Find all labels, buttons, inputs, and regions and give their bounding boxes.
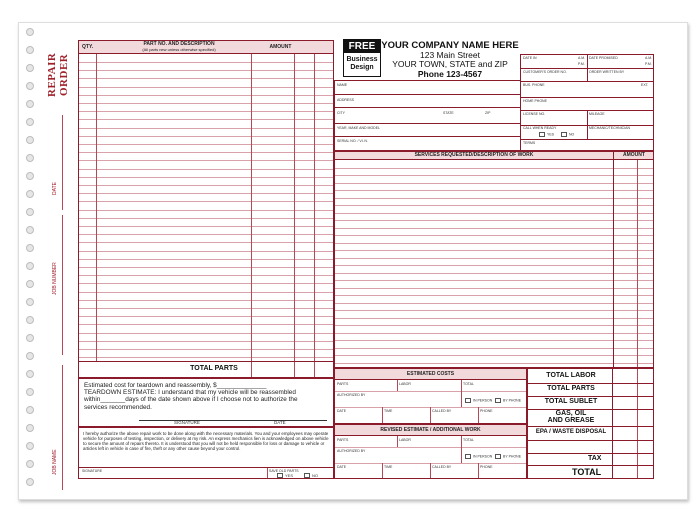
save-old-parts-yes-checkbox[interactable]: [277, 473, 283, 478]
binder-hole: [26, 118, 34, 126]
save-old-parts-label: SAVE OLD PARTS: [269, 469, 299, 473]
rev-in-person-label: IN PERSON: [473, 454, 493, 459]
table-row[interactable]: [335, 235, 653, 236]
order-written-by-label: ORDER WRITTEN BY: [589, 70, 625, 74]
binder-hole: [26, 460, 34, 468]
table-row[interactable]: [335, 213, 653, 214]
est-in-person-label: IN PERSON: [473, 398, 493, 403]
est-in-person[interactable]: [465, 398, 492, 403]
company-logo: [343, 39, 381, 77]
binder-hole: [26, 208, 34, 216]
save-old-parts-no-label: NO: [312, 472, 318, 478]
est-time-label: TIME: [384, 409, 393, 413]
rev-authorized-by-label: AUTHORIZED BY: [337, 449, 366, 453]
customer-info-box: [334, 80, 520, 151]
date-line: [62, 115, 63, 210]
job-number-line: [62, 215, 63, 355]
teardown-date-label: DATE: [274, 420, 286, 425]
binder-hole: [26, 298, 34, 306]
ext-label: EXT.: [641, 83, 649, 87]
binder-hole: [26, 352, 34, 360]
binder-hole: [26, 244, 34, 252]
save-old-parts-no[interactable]: [304, 473, 318, 478]
binder-hole: [26, 478, 34, 486]
table-row[interactable]: [335, 340, 653, 341]
date-in-label: DATE IN: [523, 56, 537, 60]
mechanic-label: MECHANIC/TECHNICIAN: [589, 126, 631, 130]
binder-hole: [26, 82, 34, 90]
rev-total-label: TOTAL: [463, 438, 474, 442]
table-row[interactable]: [335, 355, 653, 356]
epa-waste-label: EPA / WASTE DISPOSAL: [535, 429, 607, 435]
total-labor-label: TOTAL LABOR: [546, 372, 596, 379]
total-parts-summary-label: TOTAL PARTS: [547, 385, 595, 392]
total-parts-label: TOTAL PARTS: [190, 365, 238, 372]
rev-by-phone-checkbox[interactable]: [495, 454, 501, 459]
rev-date-label: DATE: [337, 465, 347, 469]
est-parts-label: PARTS: [337, 382, 349, 386]
bus-phone-label: BUS. PHONE: [523, 83, 545, 87]
rev-called-by-label: CALLED BY: [432, 465, 452, 469]
mileage-label: MILEAGE: [589, 112, 605, 116]
binder-hole: [26, 190, 34, 198]
call-no[interactable]: [561, 132, 574, 137]
customer-name-label: NAME: [337, 83, 348, 87]
est-date-label: DATE: [337, 409, 347, 413]
home-phone-label: HOME PHONE: [523, 99, 547, 103]
binder-hole: [26, 406, 34, 414]
estimated-costs-header: ESTIMATED COSTS: [335, 369, 526, 380]
date-in-am: A.M.: [578, 56, 586, 60]
est-total-label: TOTAL: [463, 382, 474, 386]
rev-in-person[interactable]: [465, 454, 492, 459]
binder-hole: [26, 28, 34, 36]
table-row[interactable]: [335, 258, 653, 259]
table-row[interactable]: [335, 310, 653, 311]
terms-label: TERMS: [523, 141, 536, 145]
total-parts-row: [79, 361, 333, 377]
date-promised-pm: P.M.: [645, 62, 652, 66]
table-row[interactable]: [335, 363, 653, 364]
qty-divider: [96, 54, 97, 361]
company-city: YOUR TOWN, STATE and ZIP: [392, 59, 508, 69]
teardown-line4: services recommended.: [84, 403, 152, 411]
year-make-model-label: YEAR, MAKE AND MODEL: [337, 126, 380, 130]
call-yes-label: YES: [547, 132, 555, 137]
table-row[interactable]: [335, 303, 653, 304]
gas-oil-line2: AND GREASE: [547, 417, 595, 424]
table-row[interactable]: [335, 273, 653, 274]
save-old-parts-no-checkbox[interactable]: [304, 473, 310, 478]
license-no-label: LICENSE NO.: [523, 112, 546, 116]
table-row[interactable]: [335, 243, 653, 244]
company-name: YOUR COMPANY NAME HERE: [381, 40, 519, 51]
binder-hole: [26, 172, 34, 180]
authorization-text: I hereby authorize the above repair work to be done along with the necessary materials. You and your employees may operate vehicle for purposes of testing, inspection, or delivery at my risk. An express mechanics lien is acknowledged on above vehicle to secure the amount of repairs thereto. It is understood that you will not be held responsible for loss or damage to vehicle or articles left in vehicle in case of fire, theft or any other cause beyond your control.: [83, 431, 329, 452]
tax-label: TAX: [588, 455, 602, 462]
logo-design: Design: [350, 64, 374, 71]
customer-city-label: CITY: [337, 111, 345, 115]
grand-total-label: TOTAL: [572, 467, 602, 477]
services-rows: [335, 160, 653, 367]
customer-zip-label: ZIP: [485, 111, 491, 115]
date-in-pm: P.M.: [578, 62, 585, 66]
table-row[interactable]: [335, 295, 653, 296]
call-no-label: NO: [569, 132, 575, 137]
table-row[interactable]: [335, 250, 653, 251]
binder-hole: [26, 424, 34, 432]
services-amount-divider: [613, 152, 614, 367]
call-when-ready-label: CALL WHEN READY: [523, 126, 557, 130]
table-row[interactable]: [335, 220, 653, 221]
est-by-phone-label: BY PHONE: [503, 398, 522, 403]
totals-box: [527, 368, 654, 479]
binder-hole: [26, 154, 34, 162]
binder-hole: [26, 136, 34, 144]
table-row[interactable]: [335, 205, 653, 206]
rev-phone-label: PHONE: [480, 465, 493, 469]
teardown-signature-line[interactable]: [139, 420, 327, 421]
order-info-box: [520, 54, 654, 151]
table-row[interactable]: [335, 288, 653, 289]
binder-holes: [24, 28, 38, 498]
auth-divider: [79, 467, 333, 468]
cents-divider: [294, 54, 295, 377]
amount-header: AMOUNT: [269, 44, 292, 50]
services-table: [334, 151, 654, 368]
table-row[interactable]: [335, 265, 653, 266]
binder-hole: [26, 370, 34, 378]
company-info: [380, 40, 520, 79]
company-street: 123 Main Street: [419, 50, 480, 60]
binder-hole: [26, 46, 34, 54]
rev-by-phone[interactable]: [495, 454, 521, 459]
table-row[interactable]: [335, 333, 653, 334]
binder-hole: [26, 334, 34, 342]
services-header-label: SERVICES REQUESTED/DESCRIPTION OF WORK: [414, 152, 534, 158]
gas-oil-grease-label: [530, 410, 612, 424]
binder-hole: [26, 100, 34, 108]
rev-time-label: TIME: [384, 465, 393, 469]
table-row[interactable]: [335, 325, 653, 326]
rev-parts-label: PARTS: [337, 438, 349, 442]
estimated-costs-box: [334, 368, 527, 424]
save-old-parts-yes[interactable]: [277, 473, 293, 478]
table-row[interactable]: [335, 190, 653, 191]
part-no-header: [99, 42, 259, 53]
part-no-header-label: PART NO. AND DESCRIPTION: [143, 41, 215, 47]
services-cents-divider: [637, 160, 638, 367]
serial-no-label: SERIAL NO. / V.I.N.: [337, 139, 368, 143]
table-row[interactable]: [335, 198, 653, 199]
side-label-job-number: JOB NUMBER: [52, 262, 58, 295]
call-no-checkbox[interactable]: [561, 132, 567, 137]
binder-hole: [26, 388, 34, 396]
auth-vdivider: [267, 468, 268, 478]
est-in-person-checkbox[interactable]: [465, 398, 471, 403]
table-row[interactable]: [335, 348, 653, 349]
teardown-estimate: [78, 378, 334, 427]
parts-table: [78, 40, 334, 378]
call-yes[interactable]: [539, 132, 554, 137]
teardown-line3: within_______days of the date shown above if I choose not to authorize the: [84, 396, 298, 404]
form-side-title: REPAIR ORDER: [46, 52, 70, 98]
est-by-phone[interactable]: [495, 398, 521, 403]
gas-oil-line1: GAS, OIL: [555, 410, 587, 417]
table-row[interactable]: [335, 228, 653, 229]
services-amount-header: AMOUNT: [623, 152, 645, 158]
customer-address-label: ADDRESS: [337, 98, 354, 102]
parts-table-header: [79, 41, 333, 54]
authorization-box: [78, 427, 334, 479]
binder-hole: [26, 280, 34, 288]
qty-header: QTY.: [82, 44, 94, 50]
company-phone: Phone 123-4567: [417, 69, 483, 79]
call-yes-checkbox[interactable]: [539, 132, 545, 137]
logo-free: FREE: [344, 40, 380, 53]
binder-hole: [26, 226, 34, 234]
table-row[interactable]: [335, 175, 653, 176]
rev-by-phone-label: BY PHONE: [503, 454, 522, 459]
revised-estimate-header: REVISED ESTIMATE / ADDITIONAL WORK: [335, 425, 526, 436]
save-old-parts-yes-label: YES: [285, 472, 294, 478]
est-called-by-label: CALLED BY: [432, 409, 452, 413]
table-row[interactable]: [335, 168, 653, 169]
side-label-date: DATE: [52, 182, 58, 195]
date-promised-label: DATE PROMISED: [589, 56, 618, 60]
teardown-line2: TEARDOWN ESTIMATE: I understand that my vehicle will be reassembled: [84, 389, 296, 397]
teardown-line1: Estimated cost for teardown and reassembly, $______________: [84, 382, 267, 389]
date-promised-am: A.M.: [645, 56, 653, 60]
auth-signature-label: SIGNATURE: [82, 469, 103, 473]
rev-in-person-checkbox[interactable]: [465, 454, 471, 459]
side-label-job-name: JOB NAME: [52, 449, 58, 475]
est-authorized-by-label: AUTHORIZED BY: [337, 393, 366, 397]
est-phone-label: PHONE: [480, 409, 493, 413]
extra-divider: [314, 54, 315, 377]
revised-estimate-box: [334, 424, 527, 479]
binder-hole: [26, 64, 34, 72]
teardown-signature-label: SIGNATURE: [174, 420, 200, 425]
table-row[interactable]: [335, 318, 653, 319]
rev-labor-label: LABOR: [399, 438, 411, 442]
est-by-phone-checkbox[interactable]: [495, 398, 501, 403]
table-row[interactable]: [335, 183, 653, 184]
table-row[interactable]: [335, 280, 653, 281]
amount-divider: [251, 54, 252, 377]
customer-order-no-label: CUSTOMER'S ORDER NO.: [523, 70, 567, 74]
binder-hole: [26, 316, 34, 324]
logo-business: Business: [346, 56, 378, 63]
services-header: [335, 152, 653, 160]
total-sublet-label: TOTAL SUBLET: [544, 398, 598, 405]
binder-hole: [26, 262, 34, 270]
customer-state-label: STATE: [443, 111, 454, 115]
binder-hole: [26, 442, 34, 450]
part-no-header-sub: (All parts new unless otherwise specified): [142, 47, 216, 52]
job-name-line: [62, 365, 63, 490]
est-labor-label: LABOR: [399, 382, 411, 386]
